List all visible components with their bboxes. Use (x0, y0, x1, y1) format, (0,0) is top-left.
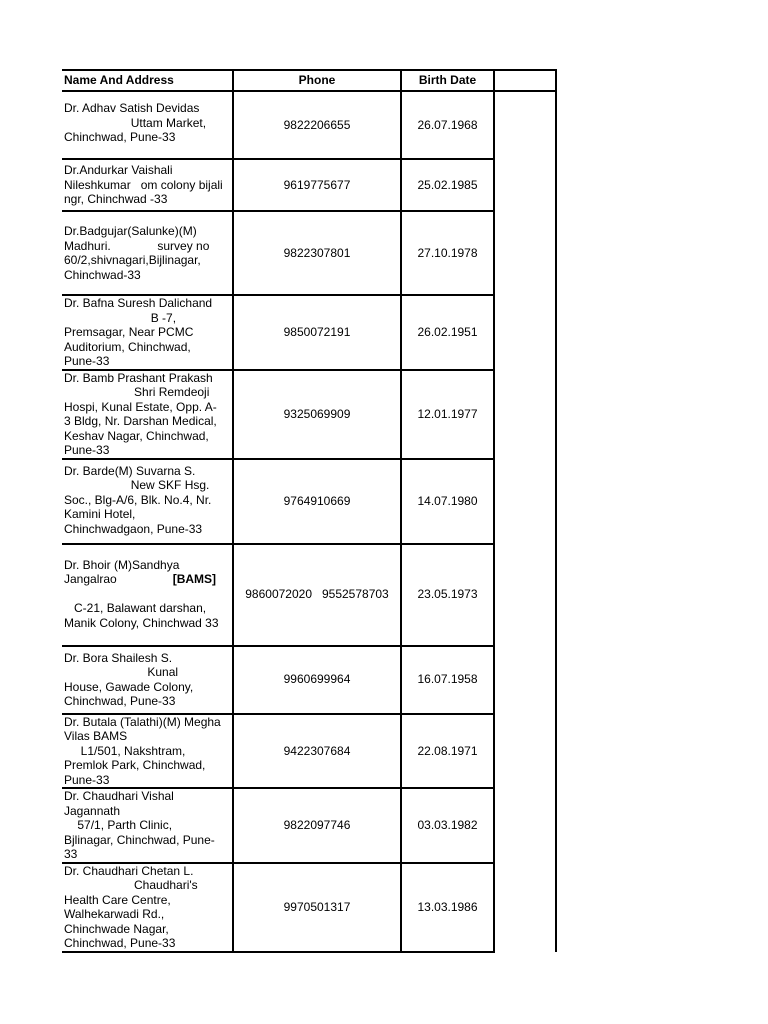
empty-cell (494, 714, 556, 789)
phone-header: Phone (233, 70, 401, 91)
empty-cell (494, 295, 556, 370)
name-line: Dr. Bhoir (M)Sandhya (64, 557, 180, 572)
birth-date-cell: 12.01.1977 (401, 370, 494, 459)
name-address-cell: Dr.Badgujar(Salunke)(M) Madhuri. survey no 60/2,shivnagari,Bijlinagar, Chinchwad-33 (62, 211, 233, 295)
phone-cell: 9860072020 9552578703 (233, 544, 401, 646)
doctor-directory-table (62, 69, 557, 953)
name-address-cell: Dr. Bora Shailesh S. Kunal House, Gawade Colony, Chinchwad, Pune-33 (62, 646, 233, 714)
empty-cell (494, 211, 556, 295)
empty-cell (494, 370, 556, 459)
phone-cell: 9822206655 (233, 91, 401, 159)
empty-cell (494, 159, 556, 211)
birth-date-cell: 14.07.1980 (401, 459, 494, 544)
birth-date-cell: 22.08.1971 (401, 714, 494, 789)
name-address-cell: Dr. Barde(M) Suvarna S. New SKF Hsg. Soc., Blg-A/6, Blk. No.4, Nr. Kamini Hotel, Chinchwadgaon, Pune-33 (62, 459, 233, 544)
name-address-cell: Dr. Adhav Satish Devidas Uttam Market, Chinchwad, Pune-33 (62, 91, 233, 159)
birth-date-cell: 16.07.1958 (401, 646, 494, 714)
table-row (62, 159, 556, 211)
header-row (62, 70, 556, 91)
address-lines: C-21, Balawant darshan, Manik Colony, Chinchwad 33 (64, 601, 219, 630)
table-row (62, 863, 556, 952)
birth-date-cell: 27.10.1978 (401, 211, 494, 295)
bams-tag: [BAMS] (172, 572, 217, 586)
phone-cell: 9325069909 (233, 370, 401, 459)
table-row (62, 714, 556, 789)
table-row (62, 544, 556, 646)
empty-header-cell (494, 70, 556, 91)
empty-cell (494, 91, 556, 159)
table-row (62, 211, 556, 295)
name-address-header: Name And Address (62, 70, 233, 91)
table-row (62, 91, 556, 159)
name-address-cell: Dr. Bamb Prashant Prakash Shri Remdeoji Hospi, Kunal Estate, Opp. A- 3 Bldg, Nr. Darshan Medical, Keshav Nagar, Chinchwad, Pune-33 (62, 370, 233, 459)
name-address-cell (62, 544, 233, 646)
birth-date-cell: 25.02.1985 (401, 159, 494, 211)
birth-date-cell: 23.05.1973 (401, 544, 494, 646)
phone-cell: 9970501317 (233, 863, 401, 952)
name-address-cell: Dr. Chaudhari Vishal Jagannath 57/1, Parth Clinic, Bjlinagar, Chinchwad, Pune- 33 (62, 788, 233, 863)
phone-cell: 9822097746 (233, 788, 401, 863)
phone-cell: 9422307684 (233, 714, 401, 789)
empty-cell (494, 646, 556, 714)
name-address-cell: Dr. Bafna Suresh Dalichand B -7, Premsagar, Near PCMC Auditorium, Chinchwad, Pune-33 (62, 295, 233, 370)
empty-cell (494, 788, 556, 863)
table-row (62, 788, 556, 863)
phone-cell: 9822307801 (233, 211, 401, 295)
table-row (62, 646, 556, 714)
spreadsheet (62, 69, 557, 953)
table-row (62, 370, 556, 459)
birth-date-cell: 03.03.1982 (401, 788, 494, 863)
empty-cell (494, 544, 556, 646)
birth-date-cell: 26.07.1968 (401, 91, 494, 159)
phone-cell: 9764910669 (233, 459, 401, 544)
birth-date-header: Birth Date (401, 70, 494, 91)
name-address-cell: Dr. Chaudhari Chetan L. Chaudhari's Health Care Centre, Walhekarwadi Rd., Chinchwade Nagar, Chinchwad, Pune-33 (62, 863, 233, 952)
birth-date-cell: 13.03.1986 (401, 863, 494, 952)
birth-date-cell: 26.02.1951 (401, 295, 494, 370)
phone-cell: 9850072191 (233, 295, 401, 370)
empty-cell (494, 459, 556, 544)
name-line: Jangalrao (64, 572, 117, 586)
table-row (62, 295, 556, 370)
name-address-cell: Dr.Andurkar Vaishali Nileshkumar om colony bijali ngr, Chinchwad -33 (62, 159, 233, 211)
phone-cell: 9619775677 (233, 159, 401, 211)
phone-cell: 9960699964 (233, 646, 401, 714)
name-address-cell: Dr. Butala (Talathi)(M) Megha Vilas BAMS L1/501, Nakshtram, Premlok Park, Chinchwad, Pune-33 (62, 714, 233, 789)
table-row (62, 459, 556, 544)
empty-cell (494, 863, 556, 952)
